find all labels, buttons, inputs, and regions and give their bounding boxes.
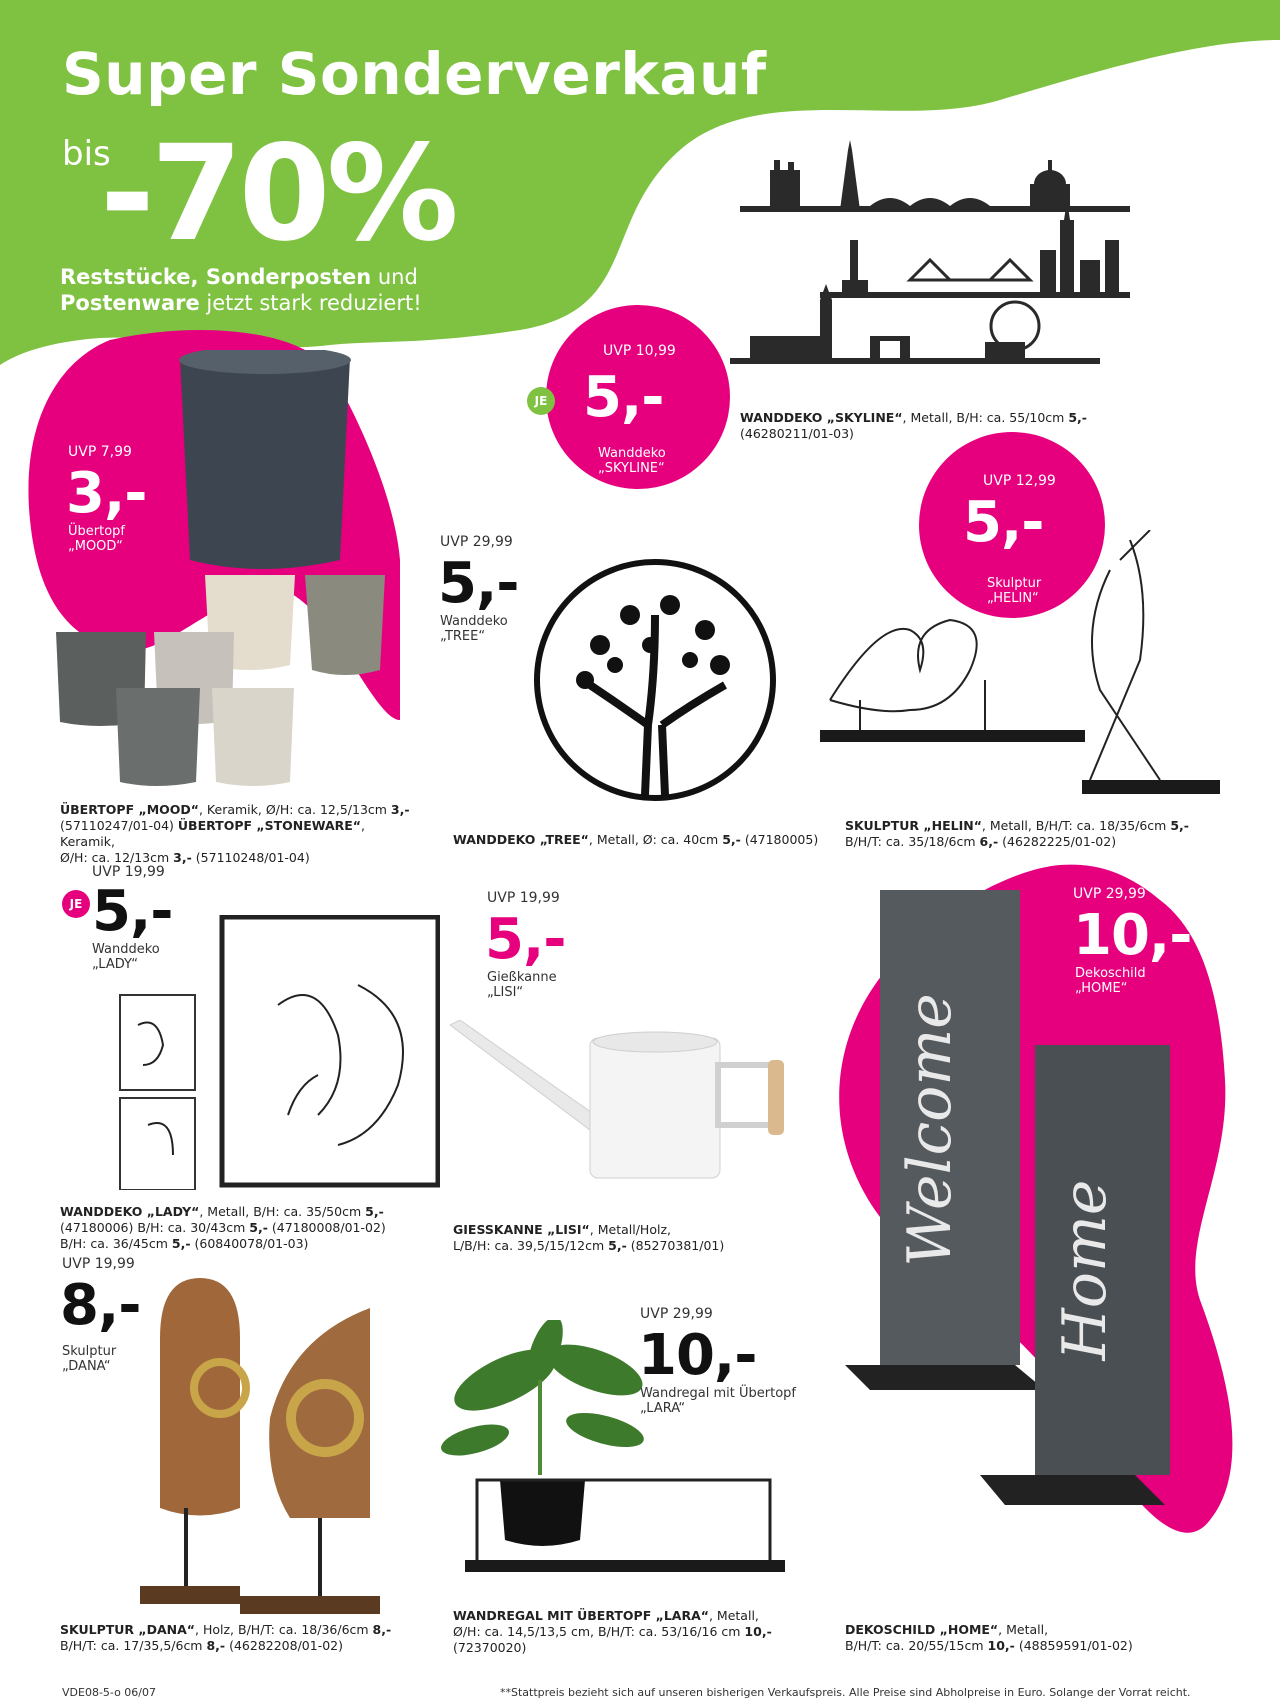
- home-product-image: [845, 890, 1175, 1540]
- home-desc-material: , Metall,: [998, 1622, 1049, 1637]
- lara-product-image: [415, 1320, 795, 1590]
- header-subline: [60, 264, 422, 316]
- home-sign-home: Home: [1050, 1179, 1120, 1361]
- helin-desc-size2: B/H/T: ca. 35/18/6cm: [845, 834, 980, 849]
- stoneware-desc-code: (57110248/01-04): [191, 850, 310, 865]
- lara-description: [453, 1608, 772, 1656]
- lady-product-image: [118, 915, 440, 1190]
- lara-desc-name: WANDREGAL MIT ÜBERTOPF „LARA“: [453, 1608, 709, 1623]
- home-desc-code: (48859591/01-02): [1014, 1638, 1133, 1653]
- tree-product-image: [530, 555, 780, 805]
- mood-desc-code: (57110247/01-04): [60, 818, 178, 833]
- lady-label-2: „LADY“: [92, 957, 138, 972]
- tree-desc-spec: , Metall, Ø: ca. 40cm: [588, 832, 723, 847]
- lisi-uvp: UVP 19,99: [487, 890, 560, 906]
- skyline-desc-name: WANDDEKO „SKYLINE“: [740, 410, 903, 425]
- helin-product-image: [820, 530, 1220, 820]
- lisi-product-image: [450, 1020, 800, 1180]
- lady-label-1: Wanddeko: [92, 942, 160, 957]
- home-desc-price: 10,-: [987, 1638, 1015, 1653]
- tree-label-2: „TREE“: [440, 629, 486, 644]
- home-sign-welcome: Welcome: [895, 993, 965, 1267]
- lisi-desc-size: L/B/H: ca. 39,5/15/12cm: [453, 1238, 609, 1253]
- page-headline: Super Sonderverkauf: [62, 40, 767, 108]
- lara-label-2: „LARA“: [640, 1401, 686, 1416]
- home-label-2: „HOME“: [1075, 981, 1128, 996]
- mood-desc-spec: , Keramik, Ø/H: ca. 12,5/13cm: [198, 802, 391, 817]
- lady-desc-line2: (47180006) B/H: ca. 30/43cm: [60, 1220, 250, 1235]
- tree-uvp: UVP 29,99: [440, 534, 513, 550]
- lisi-desc-material: , Metall/Holz,: [589, 1222, 671, 1237]
- lara-label-1: Wandregal mit Übertopf: [640, 1386, 796, 1401]
- skyline-desc-price: 5,-: [1068, 410, 1087, 425]
- skyline-price: 5,-: [583, 365, 664, 430]
- subline-bold-2: Postenware: [60, 291, 200, 315]
- dana-label-2: „DANA“: [62, 1359, 111, 1374]
- skyline-description: [740, 410, 1087, 442]
- footer-note: **Stattpreis bezieht sich auf unseren bisherigen Verkaufspreis. Alle Preise sind Abholpreise in Euro. Solange der Vorrat reicht.: [500, 1686, 1191, 1699]
- dana-product-image: [140, 1278, 390, 1618]
- home-uvp: UVP 29,99: [1073, 886, 1146, 902]
- mood-uvp: UVP 7,99: [68, 444, 132, 460]
- lady-desc-price: 5,-: [365, 1204, 384, 1219]
- helin-desc-price: 5,-: [1170, 818, 1189, 833]
- lady-je-badge: JE: [62, 890, 90, 918]
- helin-uvp: UVP 12,99: [983, 473, 1056, 489]
- mood-label-1: Übertopf: [68, 524, 125, 539]
- dana-desc-spec: , Holz, B/H/T: ca. 18/36/6cm: [195, 1622, 373, 1637]
- helin-label-1: Skulptur: [987, 576, 1042, 591]
- footer-code: VDE08-5-o 06/07: [62, 1686, 157, 1699]
- subline-rest-2: jetzt stark reduziert!: [199, 291, 422, 315]
- stoneware-desc-name: ÜBERTOPF „STONEWARE“: [177, 818, 362, 833]
- skyline-desc-code: (46280211/01-03): [740, 426, 854, 441]
- helin-desc-price2: 6,-: [979, 834, 999, 849]
- tree-desc-name: WANDDEKO „TREE“: [453, 832, 589, 847]
- skyline-uvp: UVP 10,99: [603, 343, 676, 359]
- tree-price: 5,-: [438, 551, 519, 616]
- dana-desc-price: 8,-: [372, 1622, 392, 1637]
- lara-desc-size: Ø/H: ca. 14,5/13,5 cm, B/H/T: ca. 53/16/16 cm: [453, 1624, 745, 1639]
- dana-price: 8,-: [60, 1273, 141, 1338]
- skyline-label-1: Wanddeko: [598, 446, 666, 461]
- tree-price-label: [440, 614, 508, 644]
- tree-desc-price: 5,-: [722, 832, 741, 847]
- stoneware-desc-price: 3,-: [173, 850, 192, 865]
- lara-uvp: UVP 29,99: [640, 1306, 713, 1322]
- lara-desc-material: , Metall,: [708, 1608, 759, 1623]
- tree-description: [453, 832, 818, 848]
- lady-description: [60, 1204, 386, 1252]
- tree-desc-code: (47180005): [740, 832, 819, 847]
- lara-price: 10,-: [638, 1323, 757, 1388]
- lady-desc-code2: (47180008/01-02): [267, 1220, 386, 1235]
- discount-percent: -70%: [100, 117, 455, 271]
- dana-uvp: UVP 19,99: [62, 1256, 135, 1272]
- lara-desc-price: 10,-: [744, 1624, 772, 1639]
- subline-bold-1: Reststücke, Sonderposten: [60, 265, 372, 289]
- lady-desc-code3: (60840078/01-03): [190, 1236, 309, 1251]
- lisi-description: [453, 1222, 724, 1254]
- skyline-product-image: [730, 140, 1140, 380]
- lady-desc-price2: 5,-: [249, 1220, 268, 1235]
- home-description: [845, 1622, 1133, 1654]
- lady-desc-line3: B/H: ca. 36/45cm: [60, 1236, 172, 1251]
- skyline-desc-spec: , Metall, B/H: ca. 55/10cm: [902, 410, 1069, 425]
- mood-desc-name: ÜBERTOPF „MOOD“: [60, 802, 199, 817]
- skyline-je-badge: JE: [527, 387, 555, 415]
- dana-desc-price2: 8,-: [206, 1638, 226, 1653]
- dana-description: [60, 1622, 391, 1654]
- lady-desc-name: WANDDEKO „LADY“: [60, 1204, 200, 1219]
- home-label-1: Dekoschild: [1075, 966, 1146, 981]
- lady-desc-spec: , Metall, B/H: ca. 35/50cm: [199, 1204, 366, 1219]
- lady-uvp: UVP 19,99: [92, 864, 165, 880]
- lisi-label-2: „LISI“: [487, 985, 524, 1000]
- mood-desc-price: 3,-: [390, 802, 410, 817]
- lady-desc-price3: 5,-: [171, 1236, 191, 1251]
- helin-label-2: „HELIN“: [987, 591, 1039, 606]
- lara-desc-code: (72370020): [453, 1640, 527, 1655]
- stoneware-desc-size: Ø/H: ca. 12/13cm: [60, 850, 174, 865]
- helin-price: 5,-: [963, 490, 1044, 555]
- mood-description: [60, 802, 420, 866]
- dana-desc-code: (46282208/01-02): [225, 1638, 343, 1653]
- lisi-desc-price: 5,-: [608, 1238, 627, 1253]
- home-desc-name: DEKOSCHILD „HOME“: [845, 1622, 999, 1637]
- lisi-desc-name: GIESSKANNE „LISI“: [453, 1222, 590, 1237]
- tree-label-1: Wanddeko: [440, 614, 508, 629]
- skyline-price-label: [598, 446, 666, 476]
- mood-product-image: [50, 350, 390, 790]
- mood-label-2: „MOOD“: [68, 539, 123, 554]
- lady-price: 5,-: [92, 879, 173, 944]
- lisi-desc-code: (85270381/01): [626, 1238, 725, 1253]
- mood-price-label: [68, 524, 125, 554]
- subline-rest-1: und: [371, 265, 418, 289]
- bis-label: bis: [62, 134, 111, 174]
- lisi-label-1: Gießkanne: [487, 970, 557, 985]
- stoneware-desc-spec: , Keramik,: [60, 818, 366, 849]
- lisi-price-label: [487, 970, 557, 1000]
- dana-desc-size2: B/H/T: ca. 17/35,5/6cm: [60, 1638, 207, 1653]
- home-price: 10,-: [1073, 903, 1192, 968]
- dana-desc-name: SKULPTUR „DANA“: [60, 1622, 196, 1637]
- dana-price-label: [62, 1344, 116, 1374]
- helin-desc-code: (46282225/01-02): [998, 834, 1117, 849]
- helin-description: [845, 818, 1189, 850]
- dana-label-1: Skulptur: [62, 1344, 117, 1359]
- lisi-price: 5,-: [485, 907, 566, 972]
- home-desc-size: B/H/T: ca. 20/55/15cm: [845, 1638, 988, 1653]
- helin-desc-name: SKULPTUR „HELIN“: [845, 818, 982, 833]
- helin-desc-spec: , Metall, B/H/T: ca. 18/35/6cm: [981, 818, 1171, 833]
- skyline-label-2: „SKYLINE“: [598, 461, 665, 476]
- mood-price: 3,-: [66, 461, 147, 526]
